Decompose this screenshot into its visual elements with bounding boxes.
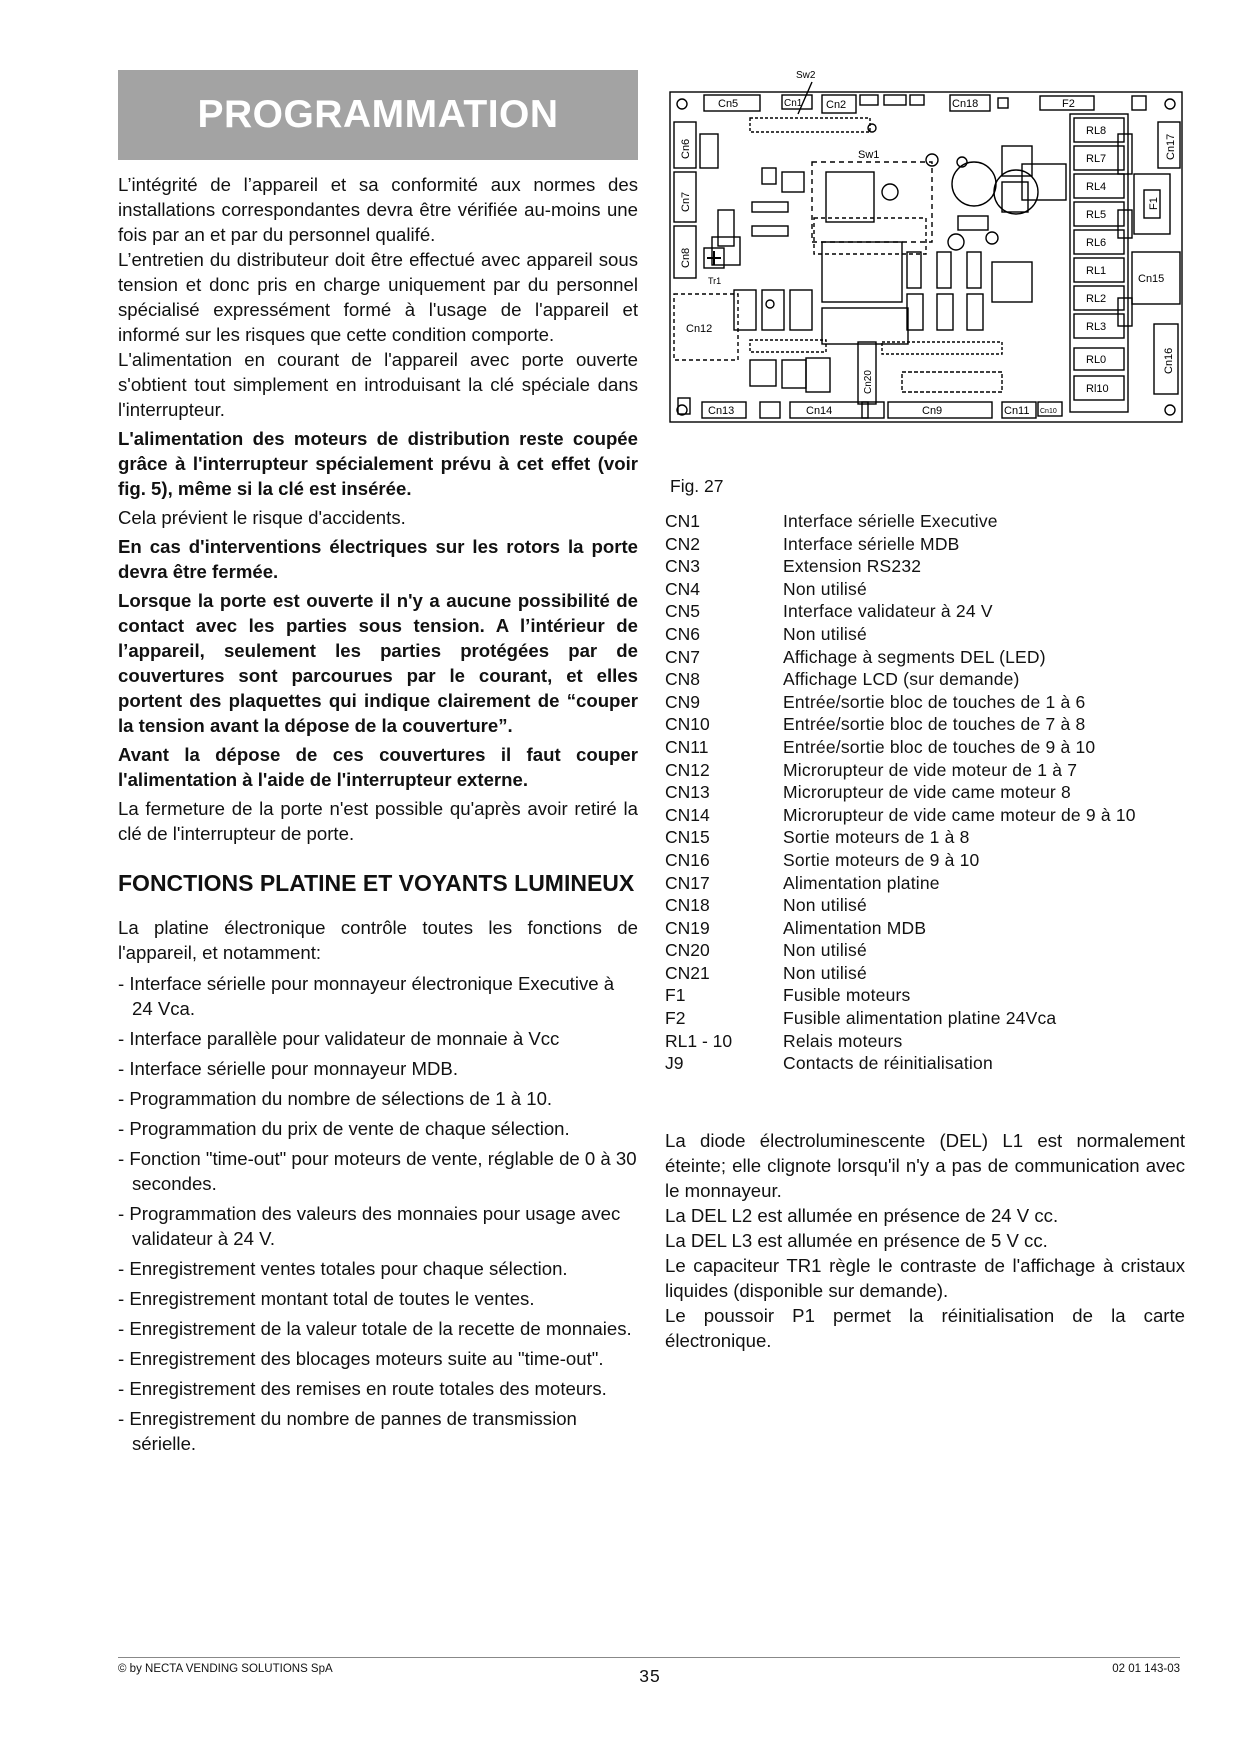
- warning-paragraph: L'alimentation des moteurs de distribution reste coupée grâce à l'interrupteur spécialement prévu à cet effet (voir fig. 5), même si la clé est insérée.: [118, 428, 638, 499]
- legend-row: [665, 781, 1185, 804]
- legend-description: Interface validateur à 24 V: [783, 601, 993, 622]
- legend-description: Non utilisé: [783, 895, 867, 916]
- rl8-label: RL8: [1086, 125, 1107, 137]
- legend-row: [665, 894, 1185, 917]
- legend-description: Non utilisé: [783, 940, 867, 961]
- legend-row: [665, 1052, 1185, 1075]
- legend-code: CN20: [665, 940, 710, 961]
- led-description: [665, 1128, 1185, 1353]
- left-column: [118, 70, 638, 1461]
- paragraph: L'alimentation en courant de l'appareil avec porte ouverte s'obtient tout simplement en introduisant la clé spéciale dans l'interrupteur.: [118, 349, 638, 420]
- legend-code: CN14: [665, 804, 710, 825]
- legend-description: Sortie moteurs de 9 à 10: [783, 849, 980, 870]
- rl5-label: RL5: [1086, 209, 1107, 221]
- cn10-label: Cn10: [1040, 408, 1057, 415]
- legend-code: CN7: [665, 646, 701, 667]
- legend-row: [665, 713, 1185, 736]
- legend-row: [665, 872, 1185, 895]
- f1-label: F1: [1148, 197, 1160, 210]
- legend-description: Microrupteur de vide came moteur 8: [783, 782, 1071, 803]
- f2-label: F2: [1062, 98, 1075, 110]
- paragraph: Le capaciteur TR1 règle le contraste de l'affichage à cristaux liquides (disponible sur demande).: [665, 1255, 1185, 1301]
- legend-code: F2: [665, 1008, 686, 1029]
- legend-code: CN9: [665, 691, 701, 712]
- cn16-label: Cn16: [1163, 347, 1175, 374]
- page-title: PROGRAMMATION: [118, 70, 638, 160]
- legend-row: [665, 759, 1185, 782]
- sw2-label: Sw2: [796, 70, 816, 81]
- document-code: 02 01 143-03: [1112, 1663, 1180, 1675]
- legend-row: [665, 804, 1185, 827]
- rl1-label: RL1: [1086, 265, 1107, 277]
- circuit-board-diagram: [662, 62, 1190, 434]
- paragraph: La fermeture de la porte n'est possible qu'après avoir retiré la clé de l'interrupteur de porte.: [118, 798, 638, 844]
- rl2-label: RL2: [1086, 293, 1107, 305]
- cn12-label: Cn12: [686, 323, 713, 335]
- legend-code: CN8: [665, 669, 701, 690]
- page-number: 35: [639, 1666, 661, 1686]
- cn9-label: Cn9: [922, 405, 943, 417]
- paragraph: Cela prévient le risque d'accidents.: [118, 507, 406, 528]
- legend-code: CN19: [665, 917, 710, 938]
- paragraph: L’intégrité de l’appareil et sa conformité aux normes des installations correspondantes devra être vérifiée au-moins une fois par an et par du personnel qualifé.: [118, 174, 638, 245]
- legend-code: CN5: [665, 601, 701, 622]
- cn1-label: Cn1: [784, 98, 803, 109]
- legend-code: CN16: [665, 849, 710, 870]
- legend-code: CN21: [665, 962, 710, 983]
- warning-paragraph: En cas d'interventions électriques sur les rotors la porte devra être fermée.: [118, 536, 638, 582]
- rl6-label: RL6: [1086, 237, 1107, 249]
- legend-description: Extension RS232: [783, 556, 922, 577]
- connector-legend: [665, 510, 1185, 1075]
- cn15-label: Cn15: [1138, 273, 1165, 285]
- legend-description: Relais moteurs: [783, 1030, 903, 1051]
- list-item: - Programmation du nombre de sélections de 1 à 10.: [118, 1088, 553, 1109]
- list-item: - Fonction "time-out" pour moteurs de vente, réglable de 0 à 30 secondes.: [118, 1148, 637, 1194]
- legend-row: [665, 1030, 1185, 1053]
- list-item: - Interface sérielle pour monnayeur MDB.: [118, 1058, 458, 1079]
- paragraph: La diode électroluminescente (DEL) L1 est normalement éteinte; elle clignote lorsqu'il n'y a pas de communication avec le monnayeur.: [665, 1130, 1185, 1201]
- legend-description: Contacts de réinitialisation: [783, 1053, 993, 1074]
- legend-row: [665, 1007, 1185, 1030]
- legend-row: [665, 600, 1185, 623]
- list-item: - Enregistrement du nombre de pannes de transmission sérielle.: [118, 1408, 577, 1454]
- cn6-label: Cn6: [680, 138, 692, 159]
- cn5-label: Cn5: [718, 98, 739, 110]
- legend-row: [665, 849, 1185, 872]
- tr1-label: Tr1: [708, 276, 722, 286]
- legend-code: CN6: [665, 623, 701, 644]
- list-item: - Enregistrement des remises en route totales des moteurs.: [118, 1378, 607, 1399]
- legend-code: CN15: [665, 827, 710, 848]
- sw1-label: Sw1: [858, 149, 880, 161]
- legend-row: [665, 984, 1185, 1007]
- legend-code: CN11: [665, 736, 709, 757]
- section-intro: La platine électronique contrôle toutes les fonctions de l'appareil, et notamment:: [118, 917, 638, 963]
- legend-row: [665, 962, 1185, 985]
- rl10-label: Rl10: [1086, 383, 1109, 395]
- rl3-label: RL3: [1086, 321, 1107, 333]
- legend-code: F1: [665, 985, 686, 1006]
- legend-row: [665, 533, 1185, 556]
- legend-code: CN1: [665, 511, 701, 531]
- paragraph: La DEL L3 est allumée en présence de 5 V cc.: [665, 1230, 1048, 1251]
- legend-description: Non utilisé: [783, 962, 867, 983]
- legend-description: Non utilisé: [783, 578, 867, 599]
- legend-description: Non utilisé: [783, 623, 867, 644]
- legend-code: CN12: [665, 759, 710, 780]
- legend-description: Entrée/sortie bloc de touches de 1 à 6: [783, 691, 1086, 712]
- rl0-label: RL0: [1086, 354, 1107, 366]
- cn2-label: Cn2: [826, 99, 847, 111]
- rl4-label: RL4: [1086, 181, 1107, 193]
- footer-divider: [118, 1657, 1180, 1658]
- legend-code: CN4: [665, 578, 701, 599]
- rl7-label: RL7: [1086, 153, 1107, 165]
- list-item: - Programmation des valeurs des monnaies pour usage avec validateur à 24 V.: [118, 1203, 621, 1249]
- list-item: - Enregistrement des blocages moteurs suite au "time-out".: [118, 1348, 604, 1369]
- legend-description: Interface sérielle Executive: [783, 511, 998, 531]
- legend-description: Entrée/sortie bloc de touches de 9 à 10: [783, 736, 1096, 757]
- paragraph: Le poussoir P1 permet la réinitialisation de la carte électronique.: [665, 1305, 1185, 1351]
- legend-description: Fusible moteurs: [783, 985, 911, 1006]
- warning-paragraph: Lorsque la porte est ouverte il n'y a aucune possibilité de contact avec les parties sous tension. A l’intérieur de l’appareil, seulement les parties protégées par de couvertures sont parcourues par le courant, et elles portent des plaquettes qui indique clairement de “couper la tension avant la dépose de la couverture”.: [118, 590, 638, 736]
- list-item: - Enregistrement de la valeur totale de la recette de monnaies.: [118, 1318, 632, 1339]
- legend-description: Affichage à segments DEL (LED): [783, 646, 1046, 667]
- paragraph: La DEL L2 est allumée en présence de 24 V cc.: [665, 1205, 1059, 1226]
- cn11-label: Cn11: [1004, 405, 1030, 417]
- legend-description: Affichage LCD (sur demande): [783, 669, 1020, 690]
- cn18-label: Cn18: [952, 98, 979, 110]
- legend-code: CN17: [665, 872, 710, 893]
- figure-label: Fig. 27: [670, 476, 724, 496]
- legend-code: RL1 - 10: [665, 1030, 733, 1051]
- list-item: - Interface parallèle pour validateur de monnaie à Vcc: [118, 1028, 560, 1049]
- list-item: - Interface sérielle pour monnayeur électronique Executive à 24 Vca.: [118, 973, 615, 1019]
- paragraph: L’entretien du distributeur doit être effectué avec appareil sous tension et donc pris en charge uniquement par du personnel spécialisé expressément formé à l'usage de l'appareil et informé sur les risques que cette condition comporte.: [118, 249, 638, 345]
- legend-description: Microrupteur de vide came moteur de 9 à 10: [783, 804, 1136, 825]
- legend-code: J9: [665, 1053, 684, 1074]
- list-item: - Enregistrement ventes totales pour chaque sélection.: [118, 1258, 568, 1279]
- legend-description: Sortie moteurs de 1 à 8: [783, 827, 970, 848]
- section-title: FONCTIONS PLATINE ET VOYANTS LUMINEUX: [118, 870, 635, 896]
- cn20-label: Cn20: [863, 370, 874, 394]
- cn17-label: Cn17: [1165, 133, 1177, 160]
- list-item: - Enregistrement montant total de toutes le ventes.: [118, 1288, 535, 1309]
- warning-paragraph: Avant la dépose de ces couvertures il faut couper l'alimentation à l'aide de l'interrupteur externe.: [118, 744, 638, 790]
- legend-row: [665, 555, 1185, 578]
- intro-text: [118, 172, 638, 422]
- cn8-label: Cn8: [680, 247, 692, 268]
- legend-description: Alimentation platine: [783, 872, 940, 893]
- list-item: - Programmation du prix de vente de chaque sélection.: [118, 1118, 570, 1139]
- legend-row: [665, 510, 1185, 533]
- cn7-label: Cn7: [680, 191, 692, 212]
- legend-code: CN18: [665, 895, 710, 916]
- legend-row: [665, 623, 1185, 646]
- legend-code: CN10: [665, 714, 710, 735]
- legend-row: [665, 668, 1185, 691]
- legend-row: [665, 939, 1185, 962]
- legend-description: Entrée/sortie bloc de touches de 7 à 8: [783, 714, 1086, 735]
- legend-code: CN2: [665, 533, 701, 554]
- footer-copyright: © by NECTA VENDING SOLUTIONS SpA: [118, 1663, 333, 1675]
- legend-row: [665, 578, 1185, 601]
- legend-code: CN13: [665, 782, 710, 803]
- legend-row: [665, 646, 1185, 669]
- cn13-label: Cn13: [708, 405, 735, 417]
- legend-description: Interface sérielle MDB: [783, 533, 960, 554]
- legend-row: [665, 691, 1185, 714]
- legend-description: Fusible alimentation platine 24Vca: [783, 1008, 1057, 1029]
- legend-row: [665, 917, 1185, 940]
- legend-description: Microrupteur de vide moteur de 1 à 7: [783, 759, 1078, 780]
- functions-list: [118, 971, 638, 1456]
- legend-row: [665, 826, 1185, 849]
- legend-row: [665, 736, 1185, 759]
- legend-description: Alimentation MDB: [783, 917, 927, 938]
- legend-code: CN3: [665, 556, 701, 577]
- cn14-label: Cn14: [806, 405, 833, 417]
